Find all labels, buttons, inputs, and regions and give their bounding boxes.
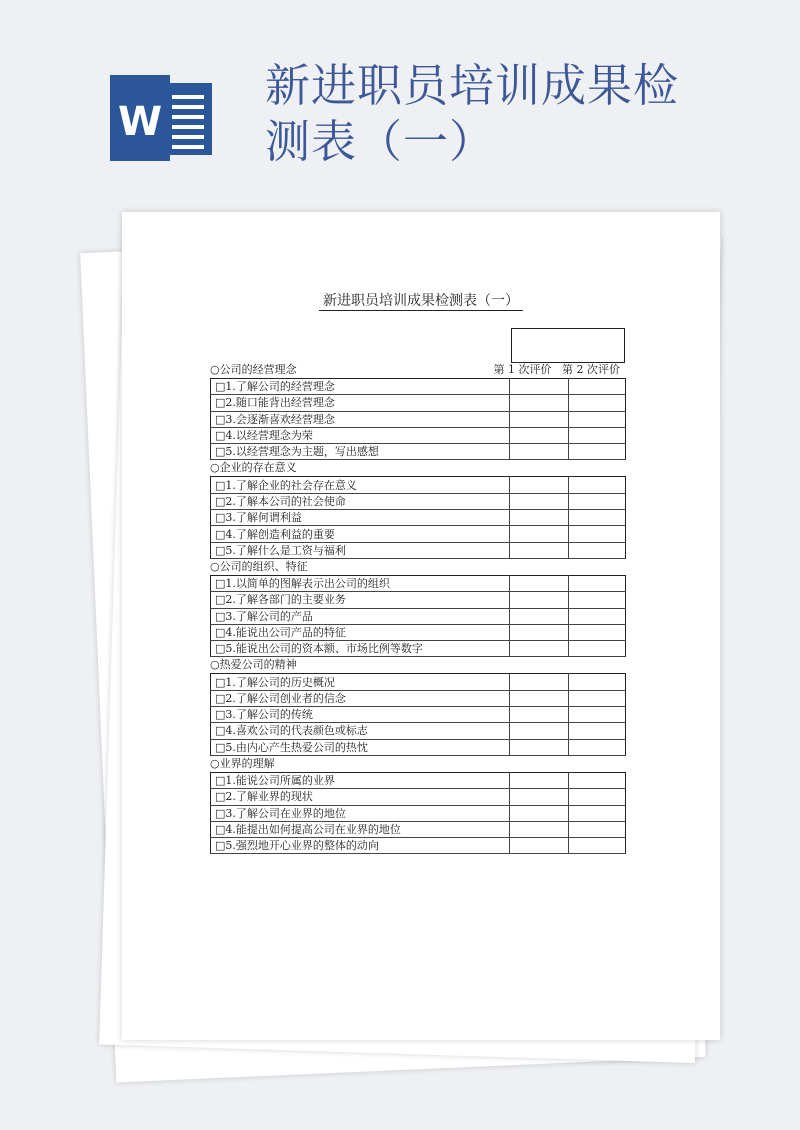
evaluation-1-cell[interactable] bbox=[510, 739, 569, 755]
table-row bbox=[211, 805, 626, 821]
item-label: □3.了解公司的传统 bbox=[211, 707, 510, 723]
evaluation-column-headers bbox=[494, 362, 621, 378]
evaluation-2-cell[interactable] bbox=[569, 542, 626, 558]
evaluation-2-cell[interactable] bbox=[569, 411, 626, 427]
evaluation-2-cell[interactable] bbox=[569, 739, 626, 755]
evaluation-2-cell[interactable] bbox=[569, 395, 626, 411]
evaluation-2-cell[interactable] bbox=[569, 510, 626, 526]
evaluation-1-cell[interactable] bbox=[510, 477, 569, 493]
item-label: □2.了解本公司的社会使命 bbox=[211, 493, 510, 509]
item-label: □1.能说公司所属的业界 bbox=[211, 772, 510, 788]
item-label: □4.了解创造利益的重要 bbox=[211, 526, 510, 542]
evaluation-1-cell[interactable] bbox=[510, 690, 569, 706]
evaluation-1-cell[interactable] bbox=[510, 707, 569, 723]
table-row bbox=[211, 789, 626, 805]
evaluation-2-cell[interactable] bbox=[569, 789, 626, 805]
evaluation-1-cell[interactable] bbox=[510, 575, 569, 591]
table-row bbox=[211, 427, 626, 443]
table-row bbox=[211, 477, 626, 493]
table-row bbox=[211, 526, 626, 542]
table-row bbox=[211, 624, 626, 640]
evaluation-2-cell[interactable] bbox=[569, 575, 626, 591]
table-row bbox=[211, 411, 626, 427]
evaluation-2-cell[interactable] bbox=[569, 772, 626, 788]
evaluation-2-cell[interactable] bbox=[569, 526, 626, 542]
evaluation-1-cell[interactable] bbox=[510, 772, 569, 788]
item-label: □3.了解何谓利益 bbox=[211, 510, 510, 526]
section-heading-text: ○热爱公司的精神 bbox=[210, 658, 297, 672]
evaluation-2-cell[interactable] bbox=[569, 723, 626, 739]
section-heading bbox=[210, 559, 626, 575]
table-row bbox=[211, 592, 626, 608]
item-label: □1.以简单的图解表示出公司的组织 bbox=[211, 575, 510, 591]
table-row bbox=[211, 641, 626, 657]
section-table bbox=[210, 575, 626, 657]
evaluation-1-cell[interactable] bbox=[510, 542, 569, 558]
evaluation-1-cell[interactable] bbox=[510, 805, 569, 821]
item-label: □4.能提出如何提高公司在业界的地位 bbox=[211, 821, 510, 837]
evaluation-2-cell[interactable] bbox=[569, 674, 626, 690]
evaluation-2-cell[interactable] bbox=[569, 477, 626, 493]
section-heading bbox=[210, 756, 626, 772]
item-label: □2.了解业界的现状 bbox=[211, 789, 510, 805]
table-row bbox=[211, 674, 626, 690]
section-heading-text: ○公司的组织、特征 bbox=[210, 559, 308, 573]
table-row bbox=[211, 690, 626, 706]
section-table bbox=[210, 772, 626, 854]
item-label: □1.了解公司的历史概况 bbox=[211, 674, 510, 690]
table-row bbox=[211, 493, 626, 509]
item-label: □5.强烈地开心业界的整体的动向 bbox=[211, 838, 510, 854]
score-box bbox=[511, 328, 625, 363]
item-label: □3.了解公司的产品 bbox=[211, 608, 510, 624]
table-row bbox=[211, 739, 626, 755]
section-heading bbox=[210, 460, 626, 476]
item-label: □3.会逐渐喜欢经营理念 bbox=[211, 411, 510, 427]
section-heading-text: ○企业的存在意义 bbox=[210, 461, 297, 475]
evaluation-2-cell[interactable] bbox=[569, 427, 626, 443]
evaluation-1-cell[interactable] bbox=[510, 526, 569, 542]
table-row bbox=[211, 395, 626, 411]
table-row bbox=[211, 608, 626, 624]
evaluation-1-cell[interactable] bbox=[510, 510, 569, 526]
word-icon bbox=[110, 75, 214, 161]
evaluation-1-cell[interactable] bbox=[510, 395, 569, 411]
table-row bbox=[211, 379, 626, 395]
section-table bbox=[210, 378, 626, 460]
item-label: □4.以经营理念为荣 bbox=[211, 427, 510, 443]
evaluation-1-cell[interactable] bbox=[510, 789, 569, 805]
document-title bbox=[122, 290, 720, 310]
item-label: □5.以经营理念为主题，写出感想 bbox=[211, 444, 510, 460]
section-table bbox=[210, 476, 626, 558]
item-label: □2.了解各部门的主要业务 bbox=[211, 592, 510, 608]
item-label: □2.了解公司创业者的信念 bbox=[211, 690, 510, 706]
item-label: □1.了解企业的社会存在意义 bbox=[211, 477, 510, 493]
table-row bbox=[211, 575, 626, 591]
table-row bbox=[211, 723, 626, 739]
table-row bbox=[211, 444, 626, 460]
evaluation-1-cell[interactable] bbox=[510, 608, 569, 624]
evaluation-2-cell[interactable] bbox=[569, 608, 626, 624]
table-row bbox=[211, 542, 626, 558]
table-row bbox=[211, 838, 626, 854]
section-heading bbox=[210, 657, 626, 673]
item-label: □5.能说出公司的资本额、市场比例等数字 bbox=[211, 641, 510, 657]
evaluation-2-cell[interactable] bbox=[569, 592, 626, 608]
section-heading bbox=[210, 362, 626, 378]
evaluation-1-cell[interactable] bbox=[510, 624, 569, 640]
evaluation-2-cell[interactable] bbox=[569, 690, 626, 706]
svg-text:W: W bbox=[117, 99, 163, 145]
evaluation-2-cell[interactable] bbox=[569, 444, 626, 460]
table-row bbox=[211, 510, 626, 526]
banner-title: 新进职员培训成果检测表（一） bbox=[265, 59, 680, 168]
evaluation-2-cell[interactable] bbox=[569, 707, 626, 723]
evaluation-1-cell[interactable] bbox=[510, 838, 569, 854]
document-title-text: 新进职员培训成果检测表（一） bbox=[319, 293, 523, 311]
evaluation-1-cell[interactable] bbox=[510, 674, 569, 690]
table-row bbox=[211, 707, 626, 723]
evaluation-1-cell[interactable] bbox=[510, 379, 569, 395]
evaluation-2-cell[interactable] bbox=[569, 838, 626, 854]
item-label: □1.了解公司的经营理念 bbox=[211, 379, 510, 395]
section-heading-text: ○业界的理解 bbox=[210, 756, 275, 770]
column-header-1: 第 1 次评价 bbox=[493, 363, 552, 376]
evaluation-1-cell[interactable] bbox=[510, 444, 569, 460]
item-label: □3.了解公司在业界的地位 bbox=[211, 805, 510, 821]
item-label: □5.了解什么是工资与福利 bbox=[211, 542, 510, 558]
section-table bbox=[210, 673, 626, 755]
table-row bbox=[211, 821, 626, 837]
item-label: □2.随口能背出经营理念 bbox=[211, 395, 510, 411]
section-heading-text: ○公司的经营理念 bbox=[210, 363, 297, 376]
evaluation-1-cell[interactable] bbox=[510, 493, 569, 509]
evaluation-1-cell[interactable] bbox=[510, 723, 569, 739]
evaluation-2-cell[interactable] bbox=[569, 624, 626, 640]
item-label: □4.能说出公司产品的特征 bbox=[211, 624, 510, 640]
evaluation-1-cell[interactable] bbox=[510, 821, 569, 837]
document-page bbox=[122, 212, 720, 1040]
item-label: □5.由内心产生热爱公司的热忱 bbox=[211, 739, 510, 755]
evaluation-2-cell[interactable] bbox=[569, 379, 626, 395]
item-label: □4.喜欢公司的代表颜色或标志 bbox=[211, 723, 510, 739]
evaluation-1-cell[interactable] bbox=[510, 641, 569, 657]
column-header-2: 第 2 次评价 bbox=[562, 363, 620, 376]
evaluation-form bbox=[210, 362, 626, 854]
table-row bbox=[211, 772, 626, 788]
evaluation-1-cell[interactable] bbox=[510, 592, 569, 608]
evaluation-1-cell[interactable] bbox=[510, 427, 569, 443]
evaluation-2-cell[interactable] bbox=[569, 821, 626, 837]
evaluation-1-cell[interactable] bbox=[510, 411, 569, 427]
evaluation-2-cell[interactable] bbox=[569, 641, 626, 657]
evaluation-2-cell[interactable] bbox=[569, 493, 626, 509]
evaluation-2-cell[interactable] bbox=[569, 805, 626, 821]
